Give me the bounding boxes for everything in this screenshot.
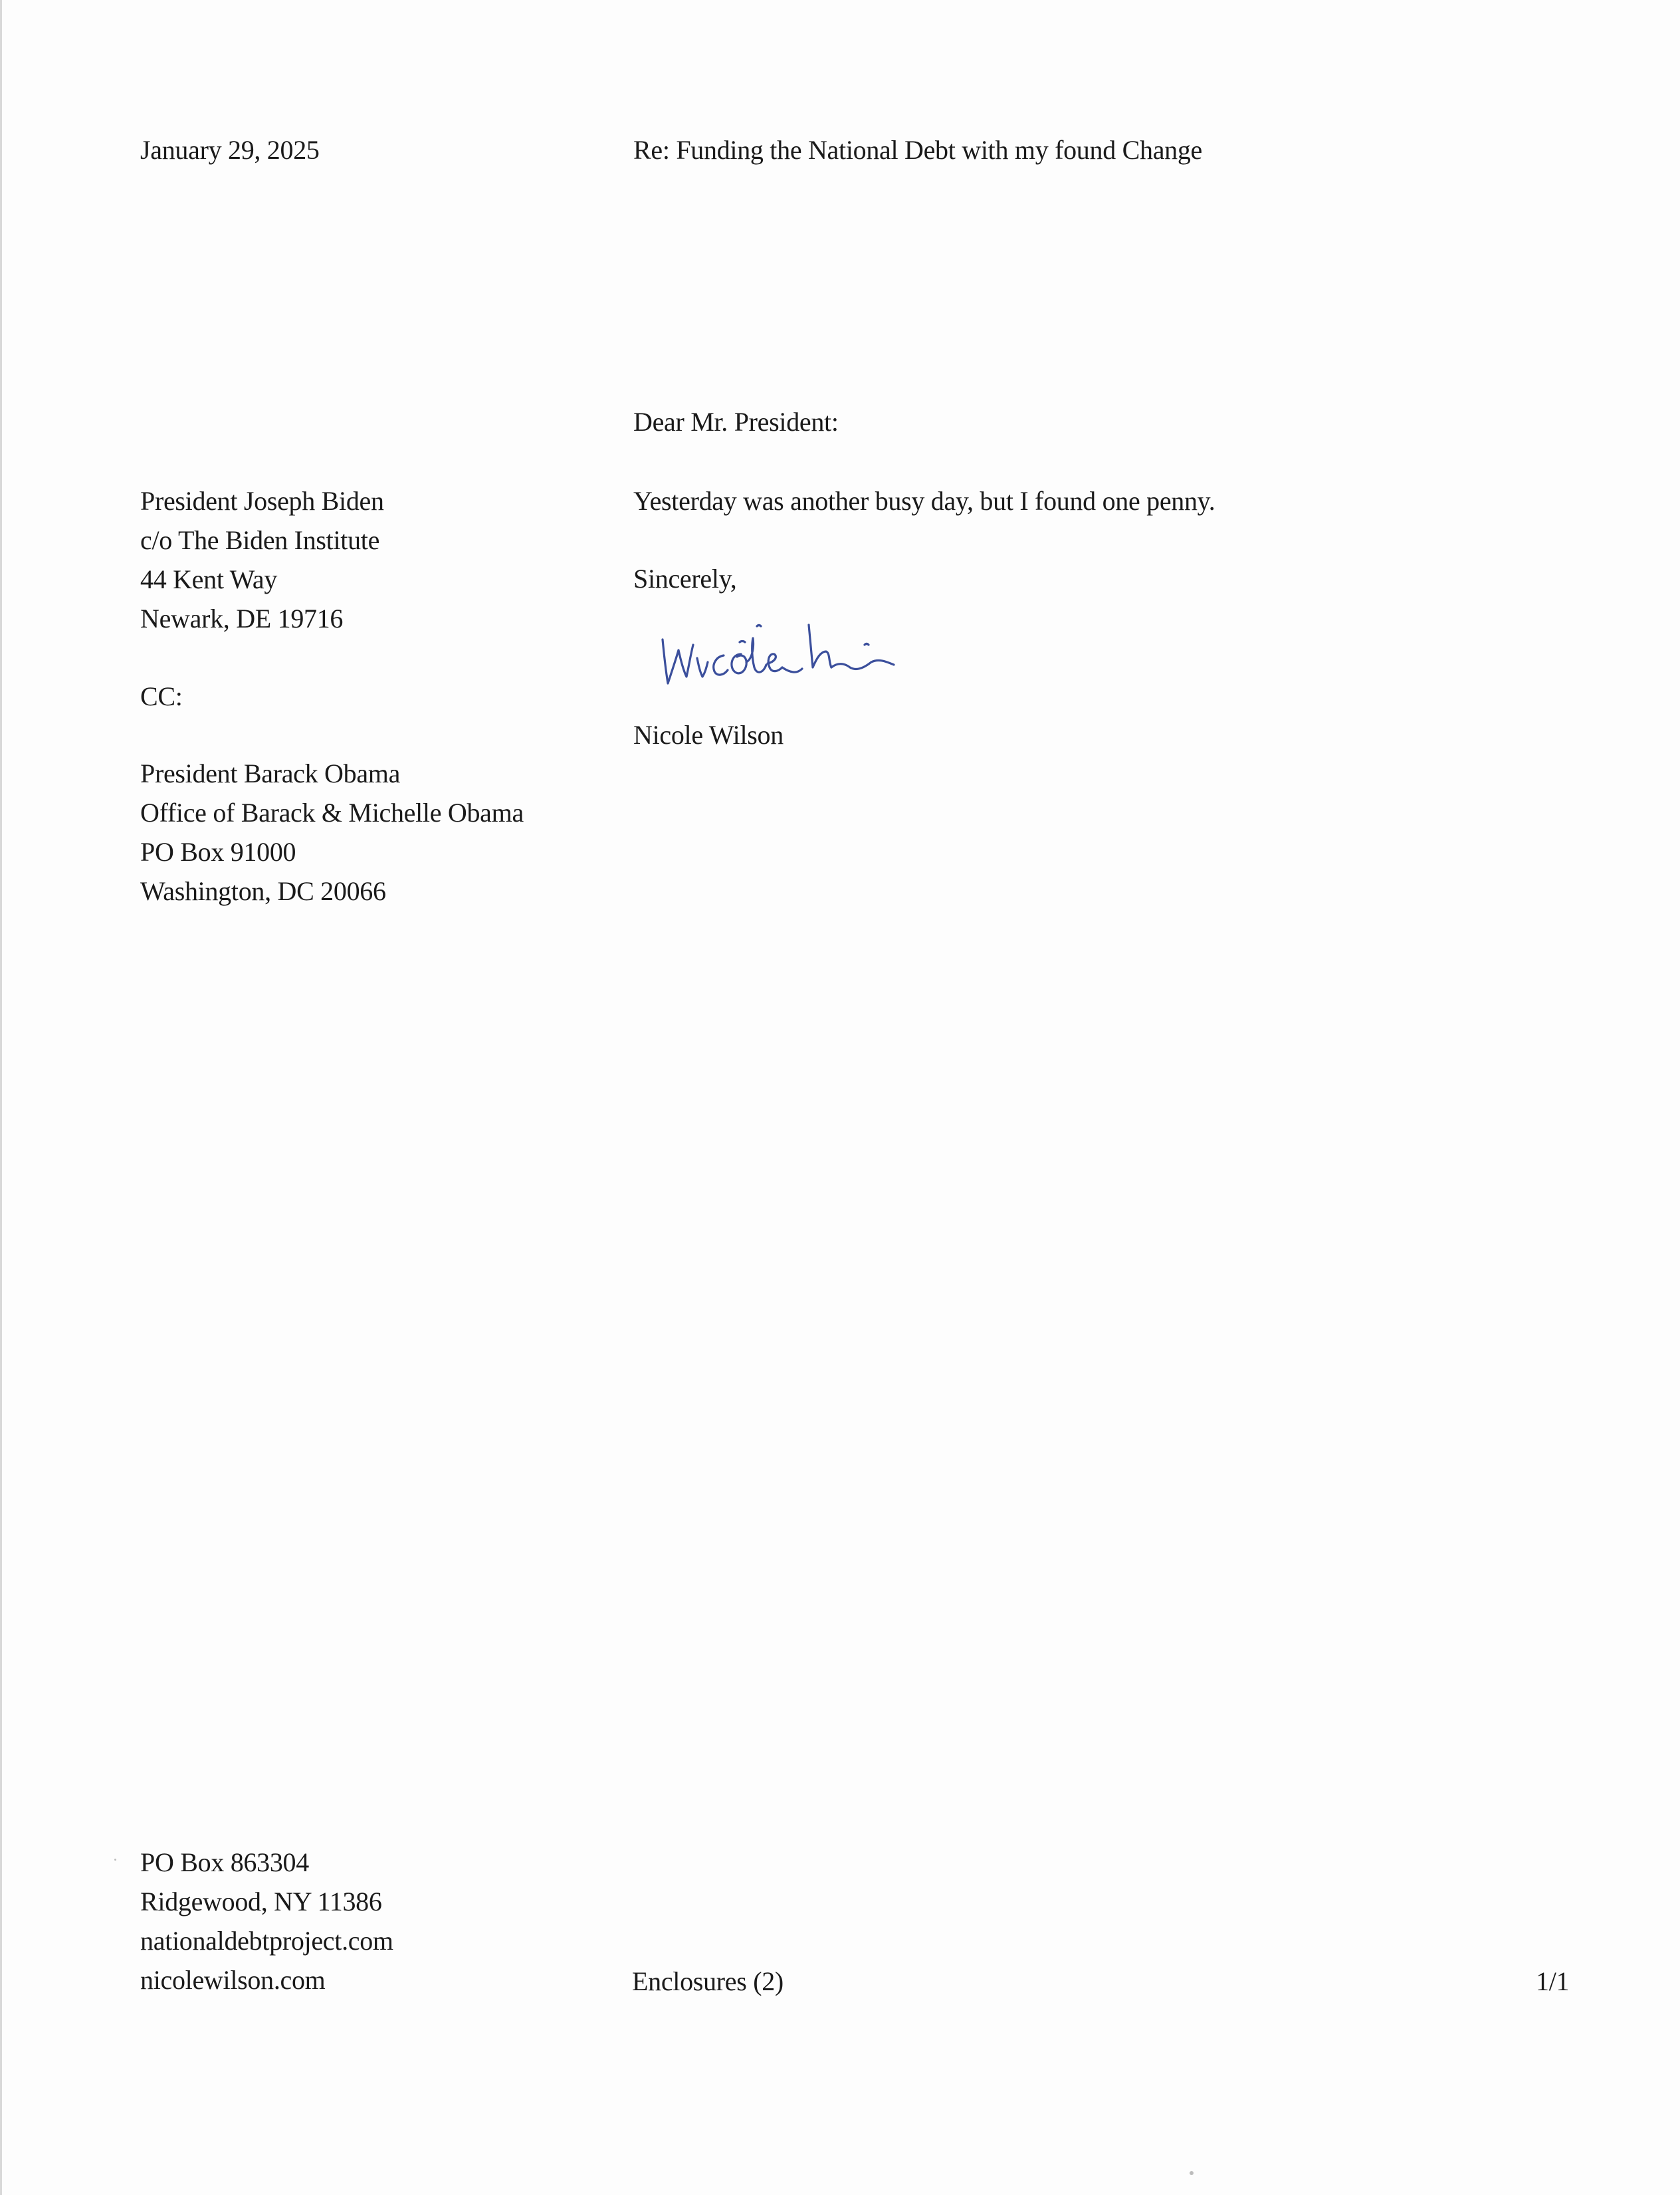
cc-line: Washington, DC 20066 [140,876,386,906]
body-text: Yesterday was another busy day, but I found one penny. [633,486,1215,516]
cc-address [140,754,524,911]
sender-line: nicolewilson.com [140,1965,326,1995]
recipient-line: Newark, DE 19716 [140,604,344,634]
sender-line: Ridgewood, NY 11386 [140,1887,382,1916]
closing: Sincerely, [633,564,737,594]
letter-subject: Re: Funding the National Debt with my found Change [633,135,1202,165]
recipient-line: President Joseph Biden [140,486,384,516]
scan-edge-shadow [0,0,2,2195]
cc-line: PO Box 91000 [140,837,296,867]
cc-line: President Barack Obama [140,758,401,788]
sender-address [140,1843,393,2000]
page-number: 1/1 [1536,1966,1570,1996]
scan-speck [1190,2171,1194,2175]
cc-line: Office of Barack & Michelle Obama [140,798,524,828]
recipient-line: 44 Kent Way [140,564,278,594]
letter-date: January 29, 2025 [140,135,320,165]
enclosures-note: Enclosures (2) [632,1966,784,1996]
cc-label: CC: [140,681,183,711]
recipient-address [140,481,384,638]
sender-line: nationaldebtproject.com [140,1926,393,1956]
salutation: Dear Mr. President: [633,407,839,437]
signer-name: Nicole Wilson [633,720,784,750]
recipient-line: c/o The Biden Institute [140,525,380,555]
handwritten-signature [655,598,974,698]
sender-line: PO Box 863304 [140,1847,309,1877]
scan-speck [114,1859,116,1861]
